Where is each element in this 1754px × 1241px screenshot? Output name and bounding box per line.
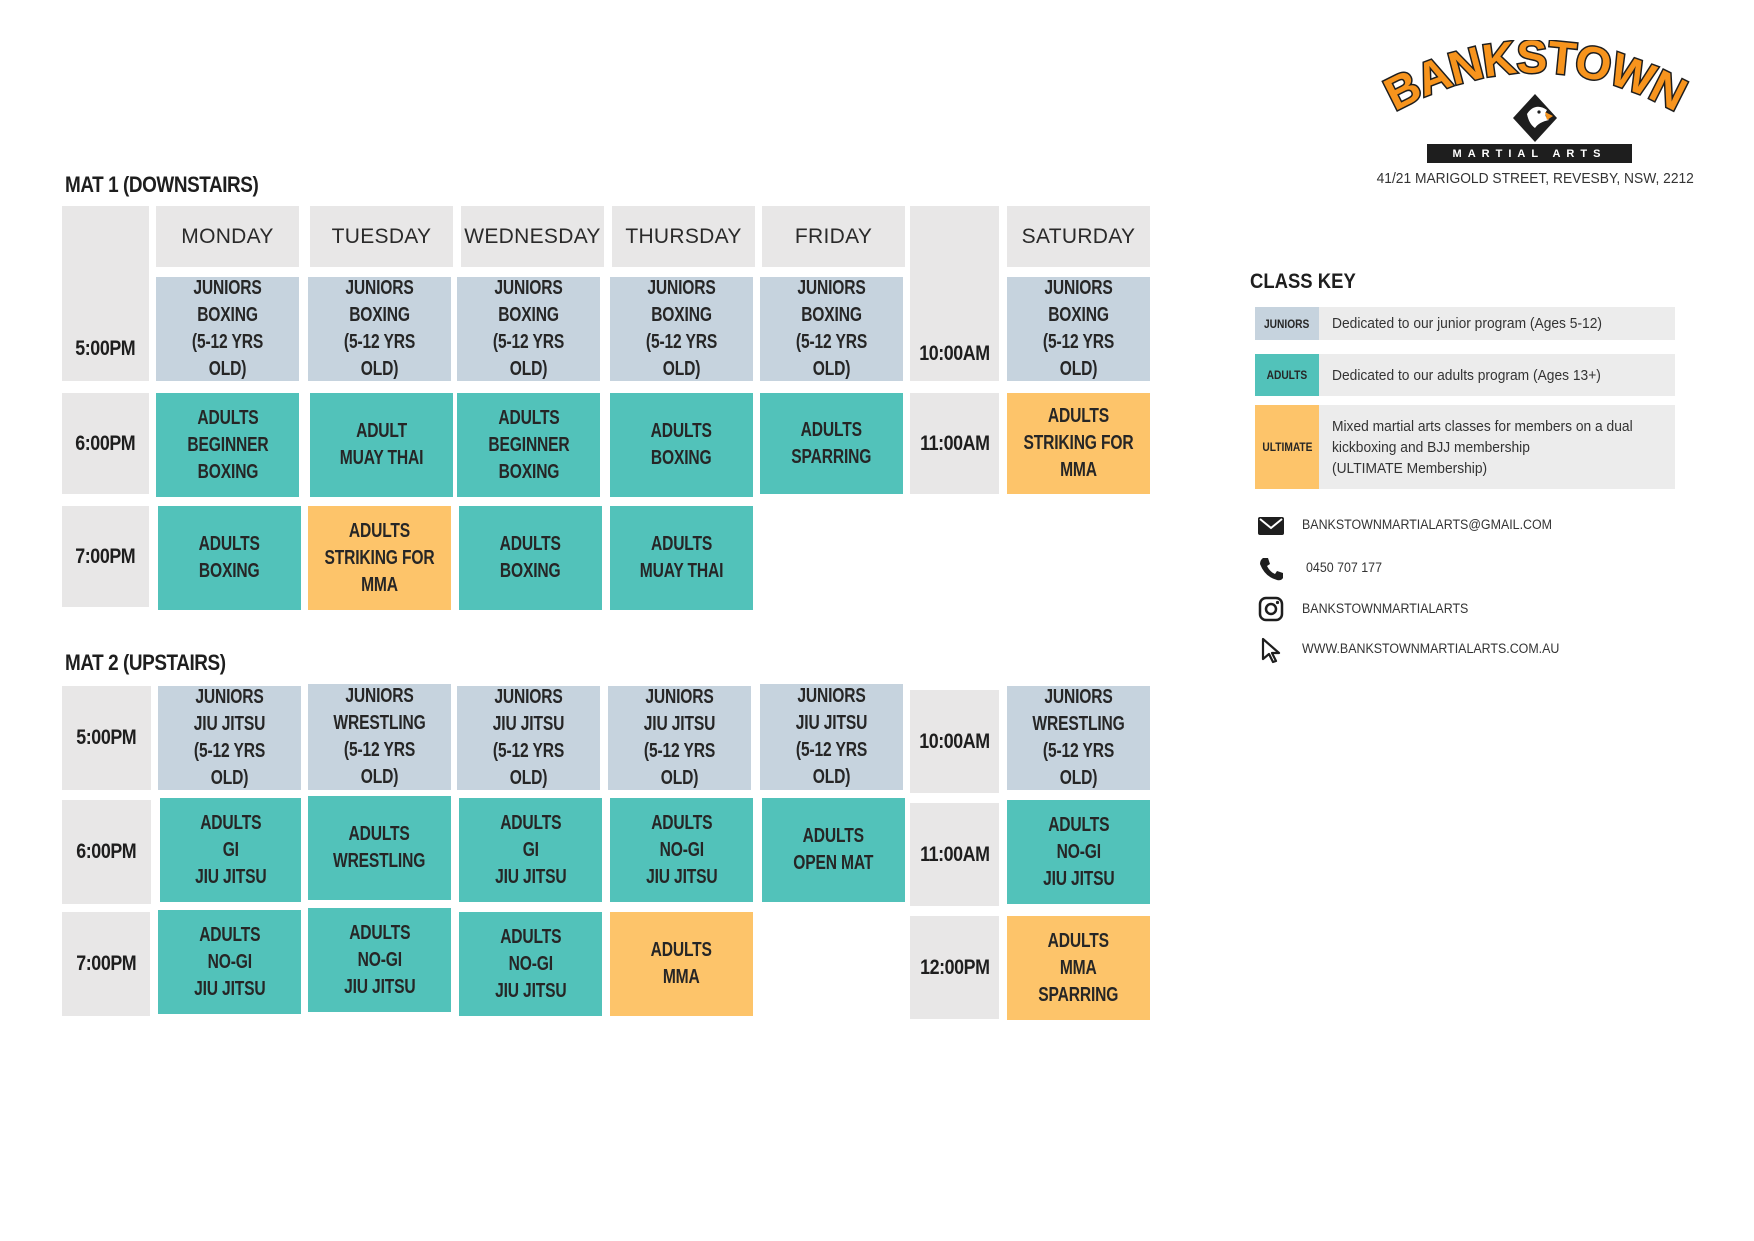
swatch-juniors: JUNIORS <box>1255 307 1319 340</box>
mat2-time-11am: 11:00AM <box>910 803 999 906</box>
mat2-class-mon-5pm: JUNIORS JIU JITSU (5-12 YRS OLD) <box>158 686 301 790</box>
mat2-class-fri-6pm: ADULTS OPEN MAT <box>762 798 905 902</box>
class-key-juniors <box>1255 307 1675 340</box>
mat2-time-5pm: 5:00PM <box>62 686 151 790</box>
mat1-class-thu-7pm: ADULTS MUAY THAI <box>610 506 753 610</box>
swatch-adults: ADULTS <box>1255 354 1319 396</box>
mat2-title: MAT 2 (UPSTAIRS) <box>65 650 226 675</box>
mat1-class-wed-7pm: ADULTS BOXING <box>459 506 602 610</box>
mat2-time-7pm: 7:00PM <box>62 912 150 1016</box>
mat1-day-tuesday: TUESDAY <box>310 206 453 267</box>
contact-instagram[interactable]: BANKSTOWNMARTIALARTS <box>1302 601 1469 616</box>
mat2-time-12pm: 12:00PM <box>910 916 999 1019</box>
mat2-class-mon-6pm: ADULTS GI JIU JITSU <box>160 798 301 902</box>
address: 41/21 MARIGOLD STREET, REVESBY, NSW, 2212 <box>1376 170 1694 187</box>
mat2-class-thu-7pm: ADULTS MMA <box>610 912 753 1016</box>
contact-phone[interactable]: 0450 707 177 <box>1306 560 1382 575</box>
key-desc-juniors: Dedicated to our junior program (Ages 5-12) <box>1332 315 1603 332</box>
mat2-class-tue-6pm: ADULTS WRESTLING <box>308 796 451 900</box>
mat1-class-mon-6pm: ADULTS BEGINNER BOXING <box>156 393 299 497</box>
mat1-class-thu-5pm: JUNIORS BOXING (5-12 YRS OLD) <box>610 277 753 381</box>
mat2-class-wed-6pm: ADULTS GI JIU JITSU <box>459 798 602 902</box>
mat2-time-6pm: 6:00PM <box>62 800 151 904</box>
mat2-class-thu-5pm: JUNIORS JIU JITSU (5-12 YRS OLD) <box>608 686 751 790</box>
mail-icon <box>1257 512 1285 540</box>
mat2-class-mon-7pm: ADULTS NO-GI JIU JITSU <box>158 910 301 1014</box>
mat1-time-7pm: 7:00PM <box>62 506 149 607</box>
mat1-class-thu-6pm: ADULTS BOXING <box>610 393 753 497</box>
mat1-time-11am: 11:00AM <box>910 393 999 494</box>
logo-wordmark: BANKSTOWN <box>1380 40 1690 121</box>
mat2-time-10am: 10:00AM <box>910 690 999 793</box>
mat2-class-tue-7pm: ADULTS NO-GI JIU JITSU <box>308 908 451 1012</box>
class-key-adults <box>1255 354 1675 396</box>
eagle-icon <box>1513 94 1557 142</box>
mat1-day-saturday: SATURDAY <box>1007 206 1150 267</box>
mat2-class-sat-10am: JUNIORS WRESTLING (5-12 YRS OLD) <box>1007 686 1150 790</box>
key-desc-ultimate: Mixed martial arts classes for members on a dual kickboxing and BJJ membership (ULTIMATE Membership) <box>1332 417 1633 477</box>
mat2-class-fri-5pm: JUNIORS JIU JITSU (5-12 YRS OLD) <box>760 684 903 790</box>
cursor-icon <box>1257 636 1285 664</box>
mat1-class-sat-11am: ADULTS STRIKING FOR MMA <box>1007 393 1150 494</box>
mat1-time-5pm: 5:00PM <box>62 206 149 381</box>
mat1-class-tue-7pm: ADULTS STRIKING FOR MMA <box>308 506 451 610</box>
logo-tagline: MARTIAL ARTS <box>1452 147 1607 160</box>
logo <box>1380 40 1690 170</box>
mat2-class-tue-5pm: JUNIORS WRESTLING (5-12 YRS OLD) <box>308 684 451 790</box>
mat1-day-wednesday: WEDNESDAY <box>461 206 604 267</box>
mat1-class-tue-6pm: ADULT MUAY THAI <box>310 393 453 497</box>
mat1-class-wed-5pm: JUNIORS BOXING (5-12 YRS OLD) <box>457 277 600 381</box>
mat1-time-10am: 10:00AM <box>910 206 999 381</box>
swatch-ultimate: ULTIMATE <box>1255 405 1319 489</box>
mat2-class-sat-12pm: ADULTS MMA SPARRING <box>1007 916 1150 1020</box>
mat1-class-mon-5pm: JUNIORS BOXING (5-12 YRS OLD) <box>156 277 299 381</box>
class-key-ultimate <box>1255 405 1675 489</box>
mat1-day-friday: FRIDAY <box>762 206 905 267</box>
class-key-title: CLASS KEY <box>1250 270 1356 293</box>
mat1-class-wed-6pm: ADULTS BEGINNER BOXING <box>457 393 600 497</box>
mat1-class-fri-6pm: ADULTS SPARRING <box>760 393 903 494</box>
phone-icon <box>1257 555 1285 583</box>
contact-email[interactable]: BANKSTOWNMARTIALARTS@GMAIL.COM <box>1302 517 1553 532</box>
key-desc-adults: Dedicated to our adults program (Ages 13+) <box>1332 366 1601 384</box>
mat2-class-thu-6pm: ADULTS NO-GI JIU JITSU <box>610 798 753 902</box>
mat1-time-6pm: 6:00PM <box>62 393 149 494</box>
logo-tagline-bar <box>1427 144 1632 163</box>
mat1-day-thursday: THURSDAY <box>612 206 755 267</box>
mat2-class-wed-7pm: ADULTS NO-GI JIU JITSU <box>459 912 602 1016</box>
mat2-class-wed-5pm: JUNIORS JIU JITSU (5-12 YRS OLD) <box>457 686 600 790</box>
mat1-class-sat-10am: JUNIORS BOXING (5-12 YRS OLD) <box>1007 277 1150 381</box>
mat2-class-sat-11am: ADULTS NO-GI JIU JITSU <box>1007 800 1150 904</box>
mat1-class-tue-5pm: JUNIORS BOXING (5-12 YRS OLD) <box>308 277 451 381</box>
mat1-title: MAT 1 (DOWNSTAIRS) <box>65 172 259 197</box>
mat1-day-monday: MONDAY <box>156 206 299 267</box>
contact-website[interactable]: WWW.BANKSTOWNMARTIALARTS.COM.AU <box>1302 641 1560 656</box>
mat1-class-fri-5pm: JUNIORS BOXING (5-12 YRS OLD) <box>760 277 903 381</box>
mat1-class-mon-7pm: ADULTS BOXING <box>158 506 301 610</box>
instagram-icon <box>1257 595 1285 623</box>
